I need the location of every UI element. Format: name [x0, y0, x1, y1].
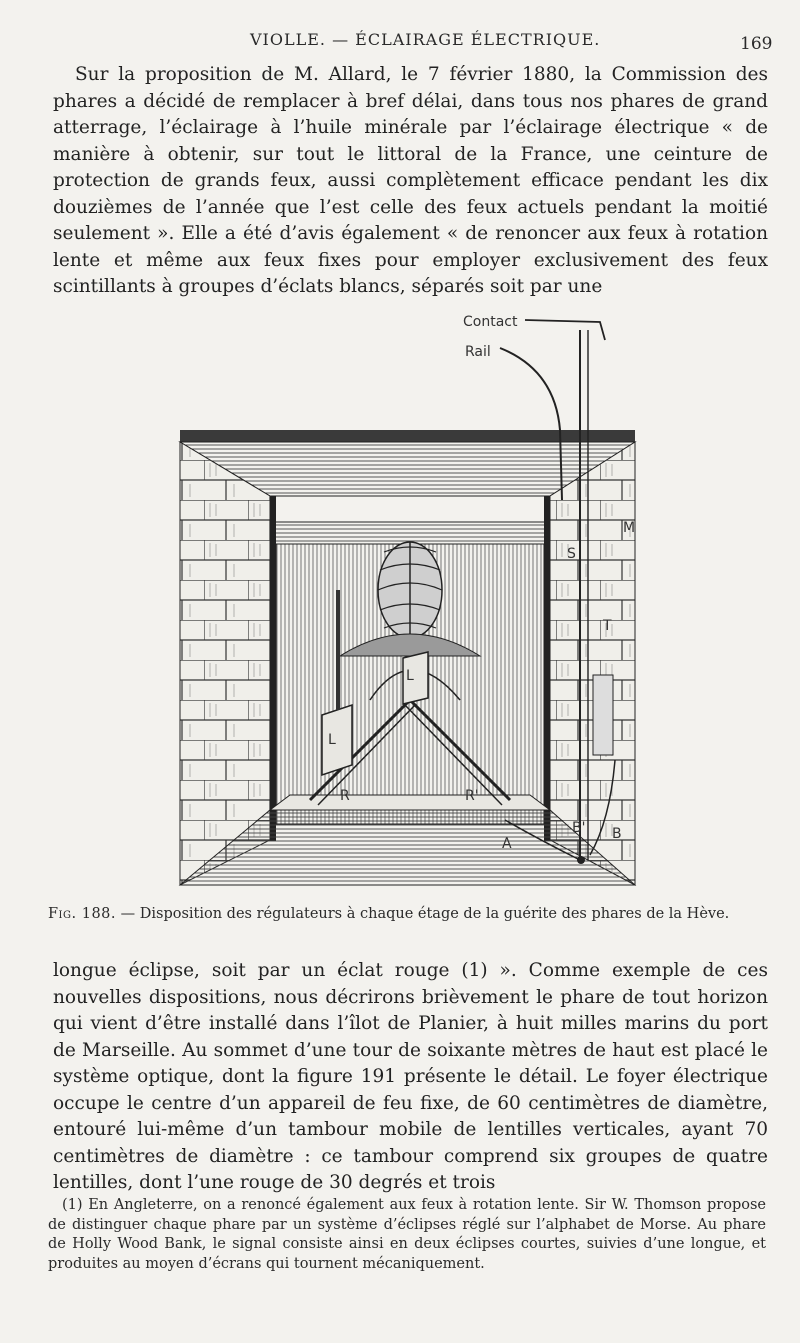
label-m: M [623, 520, 636, 536]
label-s: S [567, 546, 576, 562]
label-r-left: R [340, 788, 350, 804]
ceiling-edge [180, 430, 635, 442]
label-l-left: L [328, 732, 336, 748]
right-wall [550, 442, 635, 885]
left-wall [180, 442, 270, 885]
label-b: B [612, 826, 622, 842]
label-b-prime: B' [572, 820, 586, 836]
caption-figure-number: Fig. 188. [48, 906, 117, 922]
paragraph-top [53, 62, 768, 301]
right-wall-edge [544, 496, 550, 841]
lintel [270, 522, 552, 544]
left-wall-edge [270, 496, 276, 841]
figure-188-engraving [160, 300, 650, 892]
label-rail: Rail [465, 344, 491, 360]
running-head [0, 30, 800, 58]
label-r-right: R' [465, 788, 479, 804]
caption-text: — Disposition des régulateurs à chaque étage de la guérite des phares de la Hève. [120, 906, 730, 922]
paragraph-bottom-text: longue éclipse, soit par un éclat rouge (1) ». Comme exemple de ces nouvelles dispositions, nous décrirons brièvement le phare de tout horizon qui vient d’être installé dans l’îlot de Planier, à huit milles marins du port de Marseille. Au sommet d’une tour de soixante mètres de haut est placé le système optique, dont la figure 191 présente le détail. Le foyer électrique occupe le centre d’un appareil de feu fixe, de 60 centimètres de diamètre, entouré lui-même d’un tambour mobile de lentilles verticales, ayant 70 centimètres de diamètre : ce tambour comprend six groupes de quatre lentilles, dont l’une rouge de 30 degrés et trois [53, 960, 768, 1193]
running-title: VIOLLE. — ÉCLAIRAGE ÉLECTRIQUE. [250, 30, 601, 49]
footnote [48, 1196, 766, 1274]
page-number: 169 [740, 34, 773, 54]
figure-188 [160, 300, 650, 892]
regulator-left [322, 705, 352, 775]
switch-t [593, 675, 613, 755]
footnote-text: (1) En Angleterre, on a renoncé également aux feux à rotation lente. Sir W. Thomson propose de distinguer chaque phare par un système d’éclipses réglé sur l’alphabet de Morse. Au phare de Holly Wood Bank, le signal consiste ainsi en deux éclipses courtes, suivies d’une longue, et produites au moyen d’écrans qui tournent mécaniquement. [48, 1197, 766, 1272]
paragraph-bottom [53, 958, 768, 1197]
label-contact: Contact [463, 314, 518, 330]
label-t: T [603, 618, 612, 634]
label-a: A [502, 836, 512, 852]
label-l-center: L [406, 668, 414, 684]
paragraph-top-text: Sur la proposition de M. Allard, le 7 février 1880, la Commission des phares a décidé de remplacer à bref délai, dans tous nos phares de grand atterrage, l’éclairage à l’huile minérale par l’éclairage électrique « de manière à obtenir, sur tout le littoral de la France, une ceinture de protection de grands feux, aussi complètement efficace pendant les dix douzièmes de l’année que l’est celle des feux actuels pendant la moitié seulement ». Elle a été d’avis également « de renoncer aux feux à rotation lente et même aux feux fixes pour employer exclusivement des feux scintillants à groupes d’éclats blancs, séparés soit par une [53, 64, 768, 297]
figure-caption [48, 906, 768, 922]
contact-line [525, 320, 605, 340]
